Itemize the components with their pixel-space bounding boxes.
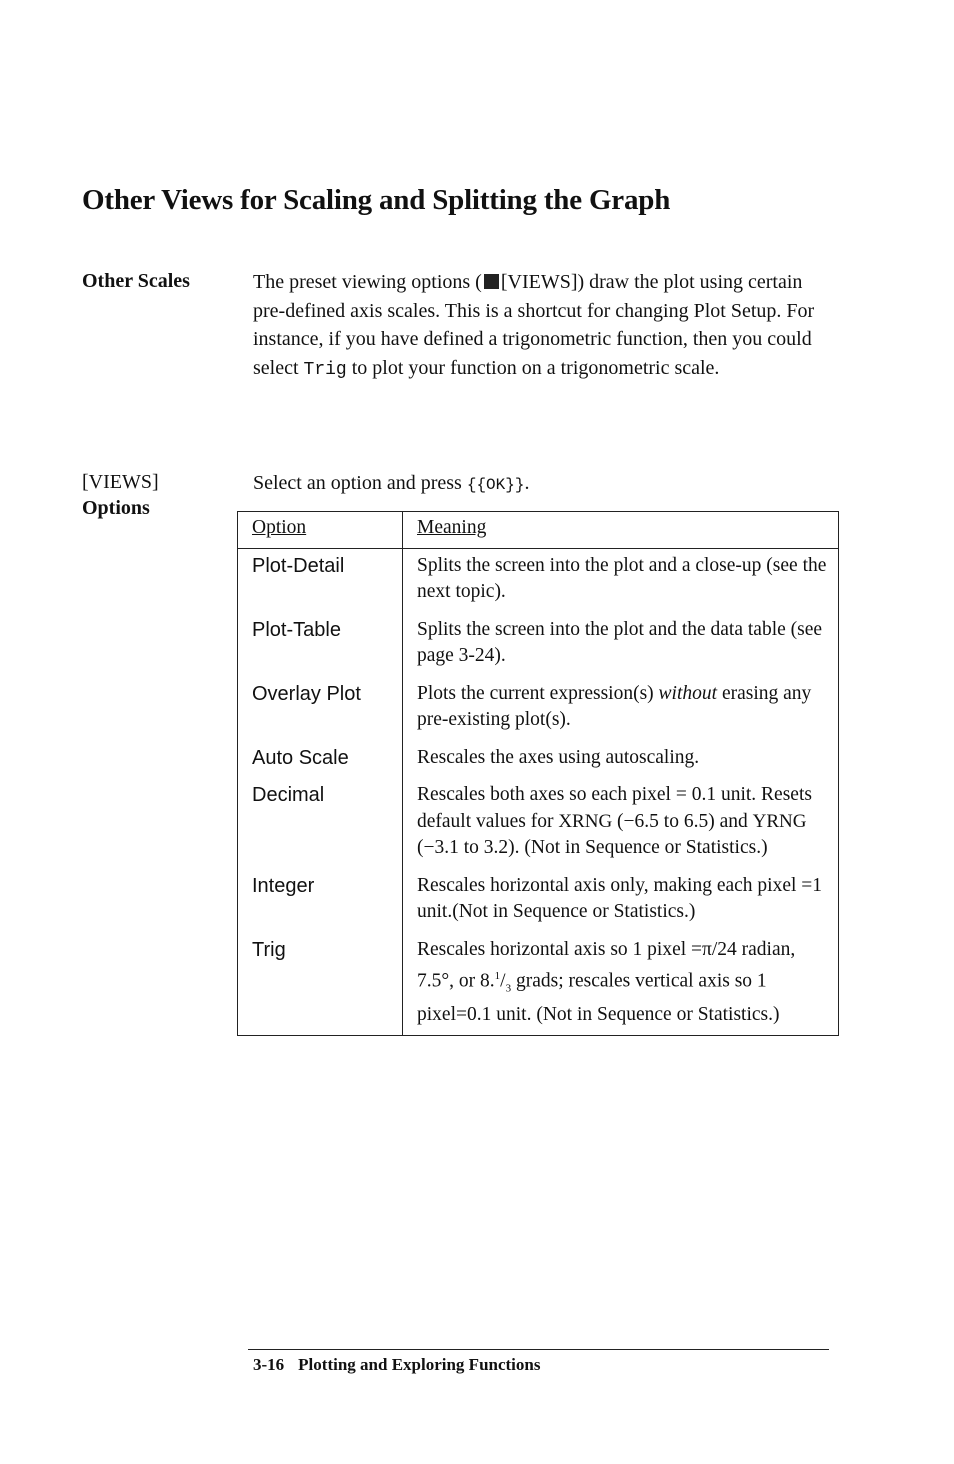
option-column-header: Option [238, 512, 403, 549]
meaning-part: Rescales both axes so each pixel = 0.1 unit. Resets default values for [417, 784, 812, 832]
page-title: Other Views for Scaling and Splitting the Graph [82, 184, 671, 216]
meaning-part: grads; rescales vertical axis so 1 pixel=0.1 unit. (Not in Sequence or Statistics.) [417, 970, 780, 1025]
intro-text-after: . [524, 472, 530, 494]
fraction-slash: / [500, 970, 506, 992]
trig-code: Trig [303, 359, 347, 380]
fraction-denominator: 3 [505, 982, 512, 995]
other-scales-text-mid: ) draw the plot using certain pre-defined axis scales. This is a shortcut for changing Plot Setup. For instance, if you have defined a trigonometric function, then you could select [253, 271, 815, 379]
views-options-heading-line2: Options [82, 497, 150, 519]
page-number: 3-16 [253, 1355, 285, 1374]
option-meaning: Splits the screen into the plot and a close-up (see the next topic). [417, 554, 827, 602]
meaning-part: Rescales horizontal axis so 1 pixel =π/24 radian, 7.5°, or 8. [417, 938, 796, 992]
option-meaning: Rescales horizontal axis only, making each pixel =1 unit.(Not in Sequence or Statistics.) [417, 874, 823, 922]
other-scales-text-before: The preset viewing options ( [253, 271, 482, 293]
page-footer [253, 1355, 540, 1375]
meaning-part: Plots the current expression(s) [417, 682, 659, 704]
option-name: Plot-Detail [238, 548, 403, 613]
views-options-heading-line1: [VIEWS] [82, 471, 159, 493]
fraction-numerator: 1 [494, 970, 501, 982]
table-row [238, 778, 839, 869]
meaning-column-header: Meaning [403, 512, 839, 549]
views-key-label: [VIEWS] [500, 271, 578, 293]
table-row [238, 869, 839, 933]
other-scales-text-after: to plot your function on a trigonometric scale. [346, 356, 720, 379]
option-name: Overlay Plot [238, 677, 403, 741]
shift-key-icon [484, 274, 499, 289]
option-meaning: Splits the screen into the plot and the data table (see page 3-24). [417, 618, 823, 666]
option-name: Decimal [238, 778, 403, 869]
intro-text-before: Select an option and press [253, 472, 467, 494]
ok-key-label: {{OK}} [466, 476, 525, 494]
meaning-part: erasing any pre-existing plot(s). [417, 682, 812, 730]
option-meaning [403, 933, 839, 1036]
xrng-label: XRNG [558, 810, 613, 832]
views-options-heading [82, 469, 159, 521]
option-meaning [403, 778, 839, 869]
option-meaning [403, 677, 839, 741]
views-options-intro [253, 469, 838, 500]
option-name: Trig [238, 933, 403, 1036]
yrng-label: YRNG [752, 810, 807, 832]
option-meaning: Rescales the axes using autoscaling. [417, 746, 700, 768]
option-name: Auto Scale [238, 741, 403, 779]
views-options-table [237, 511, 839, 1036]
other-scales-paragraph [253, 268, 838, 384]
meaning-part: (−6.5 to 6.5) and [612, 810, 753, 832]
table-header-row [238, 512, 839, 549]
option-name: Integer [238, 869, 403, 933]
table-row [238, 548, 839, 613]
table-row [238, 741, 839, 779]
option-name: Plot-Table [238, 613, 403, 677]
footer-rule [248, 1349, 829, 1350]
other-scales-heading: Other Scales [82, 270, 190, 292]
meaning-emphasis: without [658, 682, 718, 704]
table-row [238, 613, 839, 677]
table-row [238, 933, 839, 1036]
meaning-part: (−3.1 to 3.2). (Not in Sequence or Statistics.) [417, 837, 768, 858]
chapter-title: Plotting and Exploring Functions [298, 1355, 541, 1374]
table-row [238, 677, 839, 741]
